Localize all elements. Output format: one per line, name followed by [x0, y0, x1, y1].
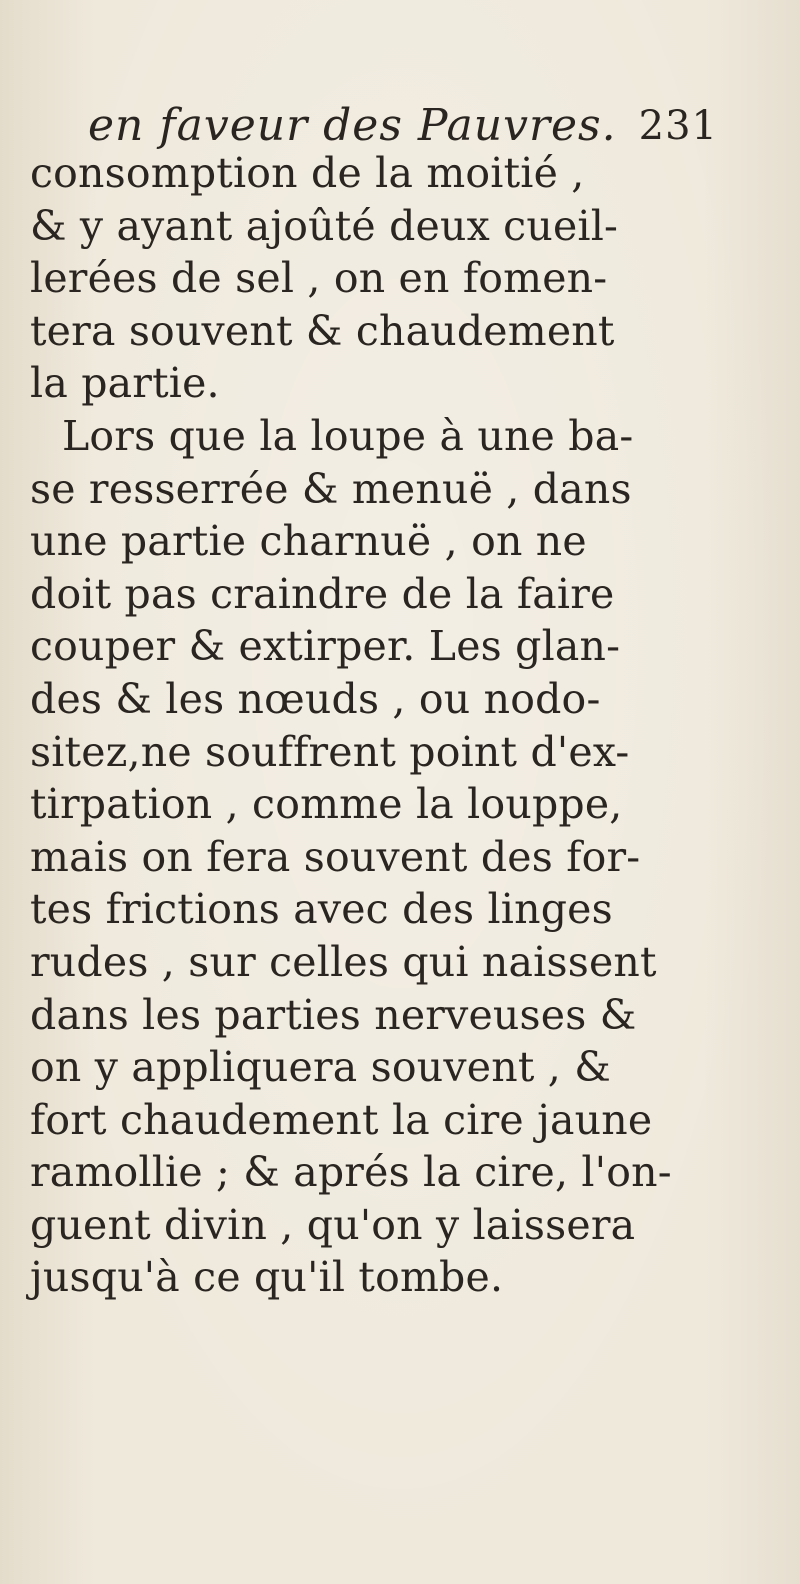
text-line: ramollie ; & aprés la cire, l'on- — [30, 1148, 672, 1197]
text-line: rudes , sur celles qui naissent — [30, 937, 657, 986]
text-line: doit pas craindre de la faire — [30, 569, 615, 618]
text-line: couper & extirper. Les glan- — [30, 622, 621, 671]
text-line: on y appliquera souvent , & — [30, 1043, 611, 1092]
paragraph-start-line: Lors que la loupe à une ba- — [62, 411, 634, 460]
text-line: des & les nœuds , ou nodo- — [30, 674, 601, 723]
text-line: lerées de sel , on en fomen- — [30, 254, 608, 303]
text-line: & y ayant ajoûté deux cueil- — [30, 201, 619, 250]
body-text — [30, 147, 672, 1304]
text-line: fort chaudement la cire jaune — [30, 1095, 653, 1144]
text-line: tera souvent & chaudement — [30, 306, 615, 355]
running-title: en faveur des Pauvres. — [88, 100, 617, 151]
text-line: dans les parties nerveuses & — [30, 990, 637, 1039]
text-line: une partie charnuë , on ne — [30, 517, 587, 566]
text-line: jusqu'à ce qu'il tombe. — [30, 1253, 504, 1302]
text-line: sitez,ne souffrent point d'ex- — [30, 727, 630, 776]
text-line: la partie. — [30, 359, 220, 408]
text-line: mais on fera souvent des for- — [30, 832, 641, 881]
page-number: 231 — [638, 103, 718, 149]
text-line: tirpation , comme la louppe, — [30, 780, 623, 829]
text-line: tes frictions avec des linges — [30, 885, 613, 934]
text-line: consomption de la moitié , — [30, 149, 585, 197]
text-line: se resserrée & menuë , dans — [30, 464, 632, 513]
text-line: guent divin , qu'on y laissera — [30, 1200, 636, 1249]
